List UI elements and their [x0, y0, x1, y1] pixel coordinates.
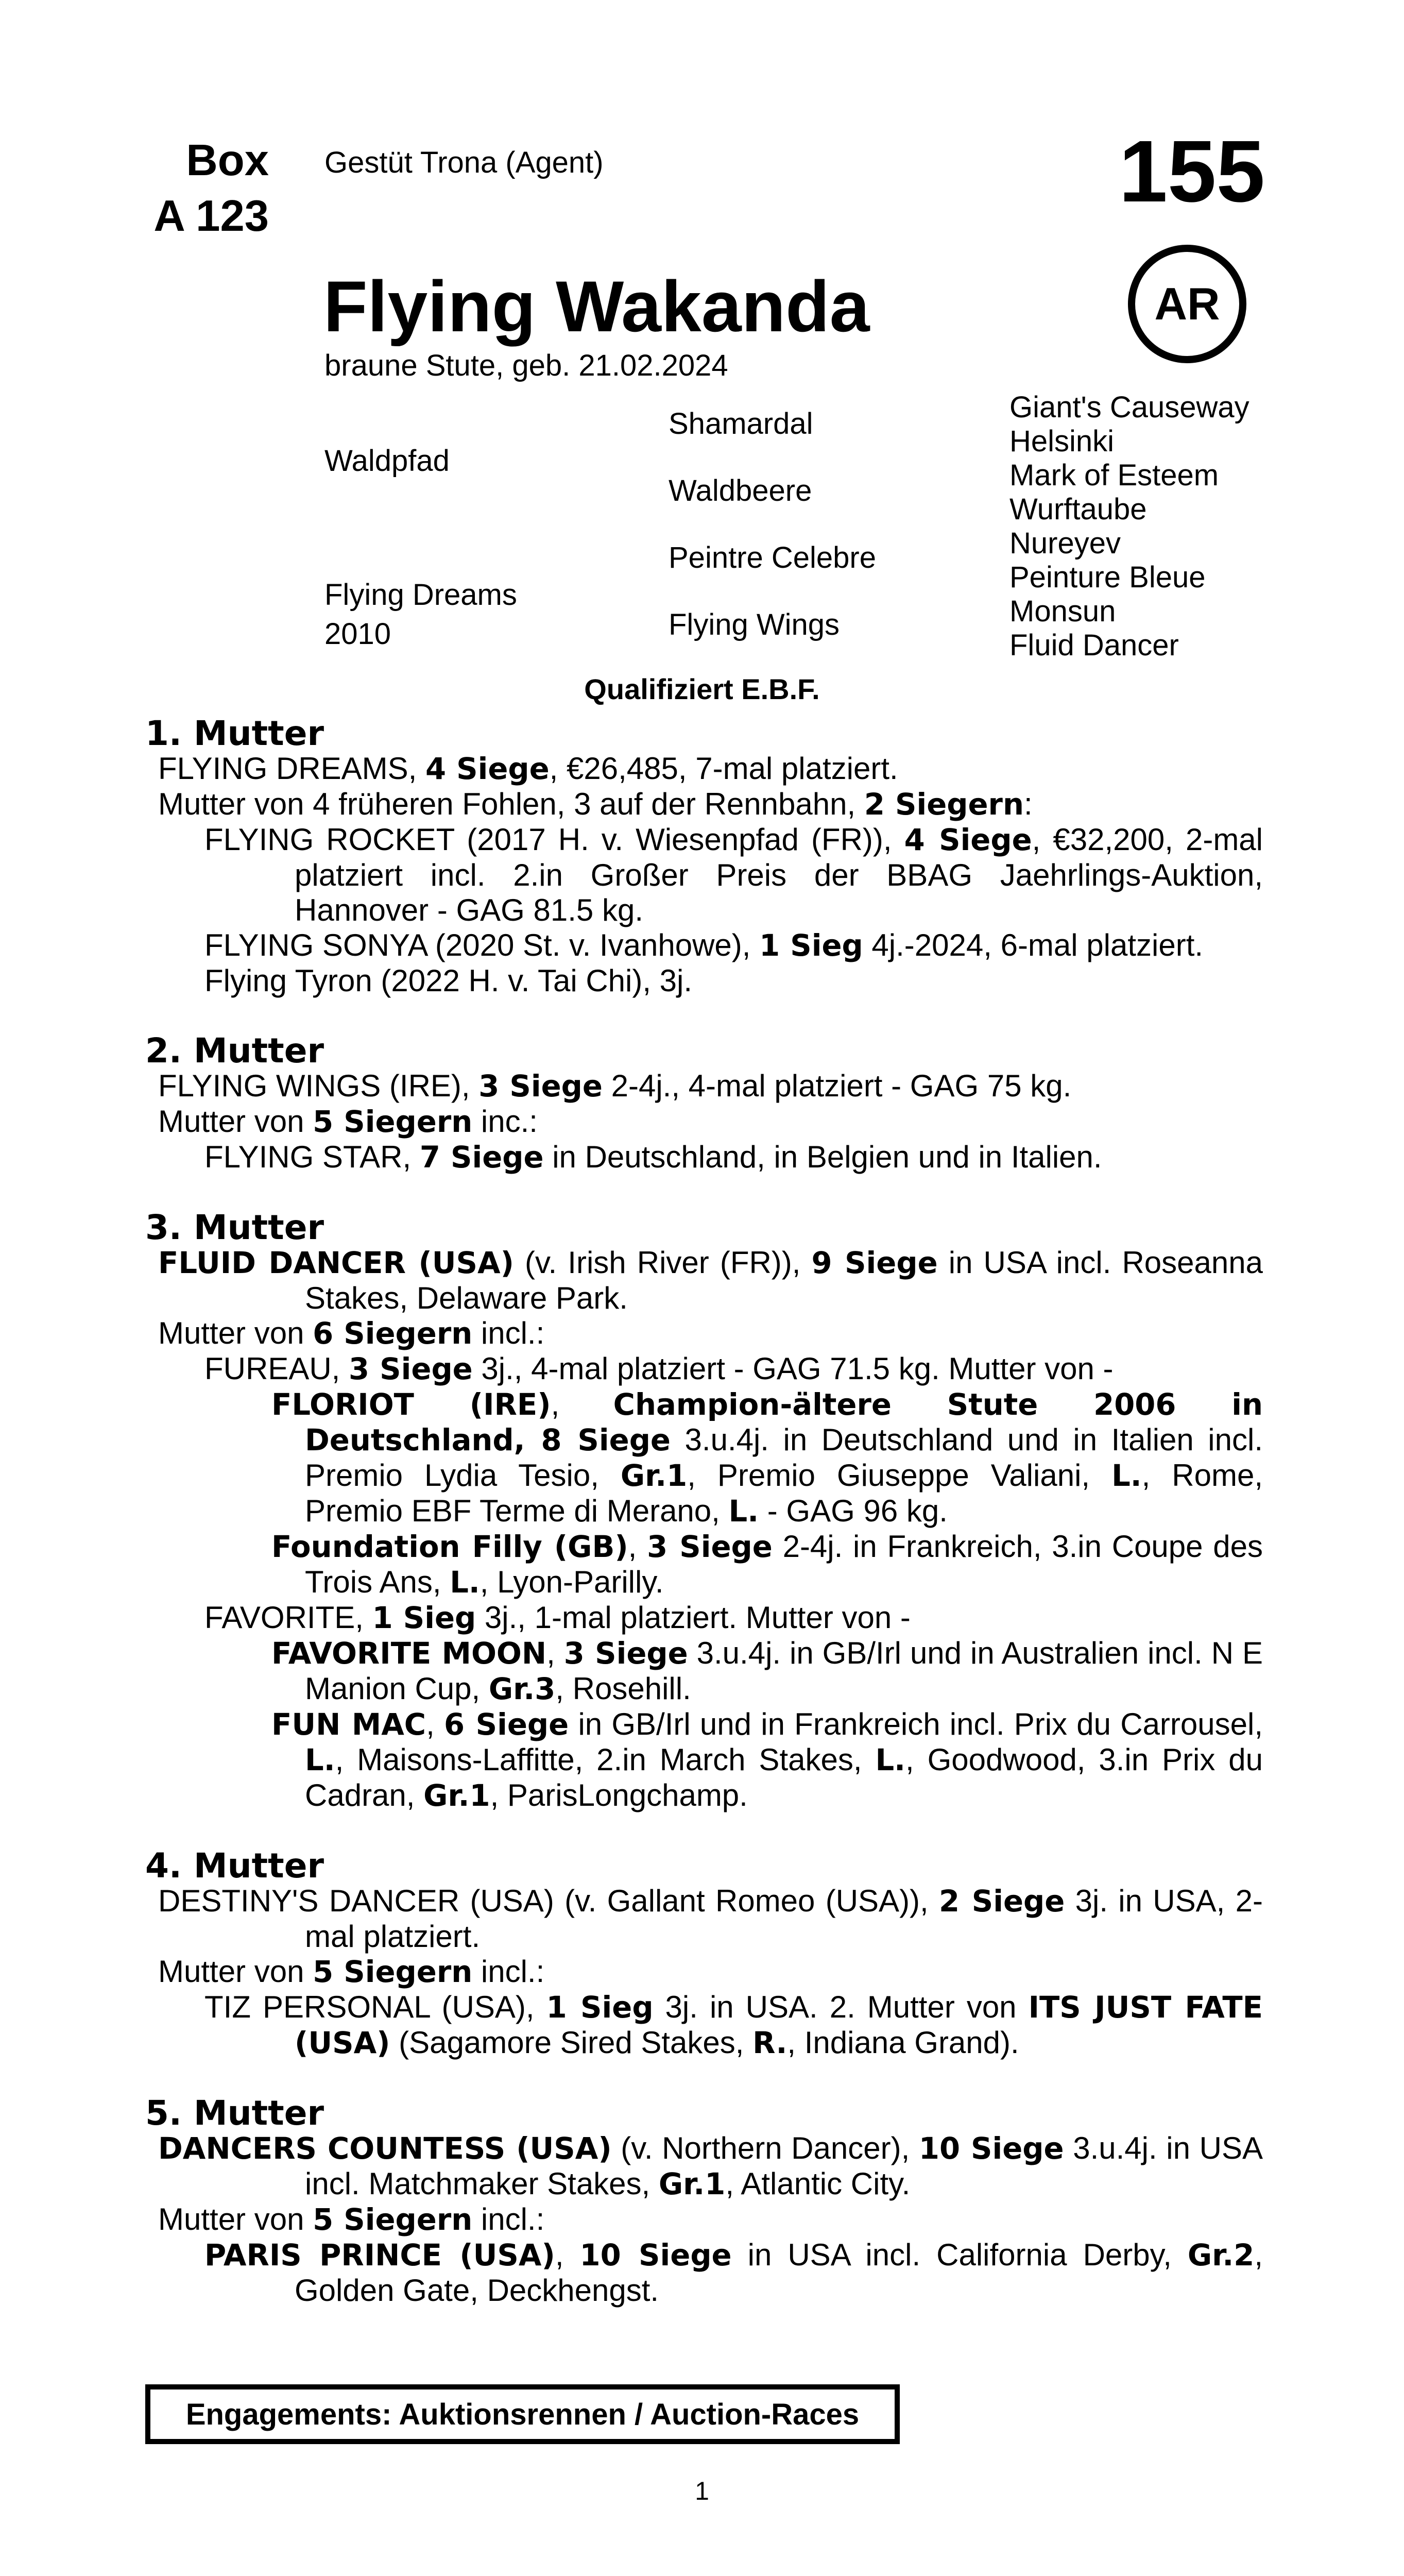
bold-text: FUN MAC — [271, 1707, 426, 1742]
bold-text: 9 Siege — [811, 1246, 938, 1280]
entry-text: Flying Tyron (2022 H. v. Tai Chi), 3j. — [204, 963, 693, 998]
entry-text: 3.u.4j. in USA incl. Matchmaker Stakes, — [305, 2131, 1263, 2201]
box-number: A 123 — [153, 192, 269, 241]
ar-badge-text: AR — [1154, 278, 1220, 329]
entry-text: , — [426, 1707, 444, 1741]
entry-text: , Maisons-Laffitte, 2.in March Stakes, — [335, 1742, 876, 1777]
entry-text: 2-4j. in Frankreich, 3.in Coupe des Trois Ans, — [305, 1529, 1263, 1599]
entry-text: in GB/Irl und in Frankreich incl. Prix du Carrousel, — [569, 1707, 1263, 1741]
bold-text: 3 Siege — [563, 1636, 688, 1671]
bold-text: 3 Siege — [478, 1069, 603, 1104]
family-entry — [158, 1954, 1263, 1990]
section-spacer — [145, 2061, 1263, 2096]
bold-text: 5 Siegern — [313, 1105, 473, 1139]
entry-text: FUREAU, — [204, 1351, 349, 1386]
bold-text: FLUID DANCER (USA) — [158, 1246, 514, 1280]
entry-text: , — [555, 2238, 580, 2272]
pedigree-grandparent: Shamardal — [669, 407, 813, 440]
pedigree-dam: Flying Dreams — [324, 578, 517, 612]
entry-text: 3j. in USA. 2. Mutter von — [653, 1990, 1029, 2024]
family-entry — [158, 1104, 1263, 1140]
entry-text: , Rome, Premio EBF Terme di Merano, — [305, 1458, 1263, 1528]
bold-text: Foundation Filly (GB) — [271, 1530, 628, 1564]
family-entry — [158, 1245, 1263, 1316]
entry-text: in USA incl. Roseanna Stakes, Delaware Park. — [305, 1245, 1263, 1315]
pedigree-great-grandparent: Fluid Dancer — [1009, 629, 1179, 662]
entry-text: 4j.-2024, 6-mal platziert. — [863, 928, 1204, 962]
consignor: Gestüt Trona (Agent) — [324, 146, 604, 179]
pedigree-great-grandparent: Mark of Esteem — [1009, 459, 1219, 492]
entry-text: FLYING STAR, — [204, 1140, 420, 1174]
entry-text: , Goodwood, 3.in Prix du Cadran, — [305, 1742, 1263, 1812]
family-entry — [158, 787, 1263, 822]
pedigree-grandparent: Waldbeere — [669, 474, 812, 507]
entry-text: (Sagamore Sired Stakes, — [390, 2025, 753, 2060]
entry-text: in USA incl. California Derby, — [731, 2238, 1188, 2272]
bold-text: L. — [305, 1743, 335, 1777]
pedigree-great-grandparent: Monsun — [1009, 595, 1116, 628]
family-entry — [158, 2202, 1263, 2238]
pedigree-grandparent: Peintre Celebre — [669, 541, 876, 574]
engagements-box — [145, 2384, 900, 2444]
bold-text: 4 Siege — [425, 752, 550, 786]
family-entry — [204, 1990, 1263, 2061]
bold-text: Gr.1 — [620, 1459, 688, 1493]
entry-text: FLYING ROCKET (2017 H. v. Wiesenpfad (FR)), — [204, 822, 904, 857]
section-heading: 2. Mutter — [145, 1031, 324, 1071]
entry-text: FAVORITE, — [204, 1600, 372, 1635]
entry-text: , Lyon-Parilly. — [480, 1565, 664, 1599]
entry-text: incl.: — [472, 1316, 545, 1350]
family-entry — [271, 1387, 1263, 1529]
box-label: Box — [186, 136, 269, 185]
entry-text: : — [1023, 787, 1033, 821]
section-spacer — [145, 1175, 1263, 1210]
entry-text: DESTINY'S DANCER (USA) (v. Gallant Romeo (USA)), — [158, 1884, 939, 1918]
entry-text: TIZ PERSONAL (USA), — [204, 1990, 546, 2024]
bold-text: DANCERS COUNTESS (USA) — [158, 2131, 612, 2166]
page-number: 1 — [695, 2477, 709, 2505]
engagements-text: Engagements: Auktionsrennen / Auction-Races — [185, 2397, 860, 2431]
bold-text: 6 Siege — [443, 1707, 569, 1742]
entry-text: , Golden Gate, Deckhengst. — [295, 2238, 1263, 2308]
family-entry — [204, 1600, 1263, 1636]
entry-text: 3.u.4j. in Deutschland und in Italien incl. Premio Lydia Tesio, — [305, 1422, 1263, 1493]
bold-text: 10 Siege — [579, 2238, 732, 2273]
entry-text: (v. Northern Dancer), — [611, 2131, 919, 2165]
family-entry — [204, 2238, 1263, 2308]
entry-text: incl.: — [472, 1954, 545, 1989]
dam-family-section — [145, 716, 1263, 2308]
qualification: Qualifiziert E.B.F. — [584, 673, 820, 705]
bold-text: Gr.3 — [488, 1672, 556, 1706]
bold-text: PARIS PRINCE (USA) — [204, 2238, 555, 2273]
bold-text: Gr.2 — [1187, 2238, 1255, 2273]
entry-text: FLYING WINGS (IRE), — [158, 1069, 479, 1103]
entry-text: , Premio Giuseppe Valiani, — [687, 1458, 1112, 1493]
section-heading: 1. Mutter — [145, 714, 324, 753]
bold-text: L. — [1111, 1459, 1142, 1493]
pedigree-great-grandparent: Peinture Bleue — [1009, 561, 1206, 594]
bold-text: FAVORITE MOON — [271, 1636, 547, 1671]
family-entry — [158, 1884, 1263, 1954]
entry-text: , Atlantic City. — [725, 2166, 911, 2201]
entry-text: 3j., 4-mal platziert - GAG 71.5 kg. Mutter von - — [472, 1351, 1114, 1386]
family-entry — [158, 1316, 1263, 1351]
bold-text: L. — [728, 1494, 759, 1529]
bold-text: ITS JUST FATE (USA) — [295, 1990, 1263, 2060]
lot-number: 155 — [1119, 123, 1265, 221]
ar-badge-icon — [1128, 245, 1246, 363]
entry-text: 2-4j., 4-mal platziert - GAG 75 kg. — [602, 1069, 1072, 1103]
entry-text: FLYING SONYA (2020 St. v. Ivanhowe), — [204, 928, 760, 962]
bold-text: 2 Siege — [939, 1884, 1065, 1919]
family-entry — [158, 1069, 1263, 1104]
horse-description: braune Stute, geb. 21.02.2024 — [324, 349, 728, 382]
entry-text: , — [546, 1636, 564, 1670]
pedigree-great-grandparent: Wurftaube — [1009, 493, 1147, 526]
bold-text: 7 Siege — [419, 1140, 544, 1175]
family-entry — [204, 928, 1263, 963]
pedigree-sire: Waldpfad — [324, 444, 450, 478]
horse-name: Flying Wakanda — [323, 266, 870, 347]
bold-text: 3 Siege — [349, 1352, 473, 1386]
family-entry — [158, 751, 1263, 787]
entry-text: , €26,485, 7-mal platziert. — [549, 751, 898, 786]
entry-text: Mutter von — [158, 1316, 313, 1350]
bold-text: 1 Sieg — [759, 928, 863, 963]
entry-text: - GAG 96 kg. — [759, 1494, 948, 1528]
bold-text: 2 Siegern — [864, 787, 1024, 822]
entry-text: (v. Irish River (FR)), — [513, 1245, 812, 1280]
family-entry — [271, 1636, 1263, 1707]
bold-text: L. — [450, 1565, 480, 1600]
section-spacer — [145, 1814, 1263, 1849]
entry-text: 3j., 1-mal platziert. Mutter von - — [476, 1600, 911, 1635]
pedigree-great-grandparent: Nureyev — [1009, 527, 1121, 560]
bold-text: 3 Siege — [647, 1530, 773, 1564]
entry-text: incl.: — [472, 2202, 545, 2236]
pedigree-great-grandparent: Giant's Causeway — [1009, 391, 1249, 424]
section-heading: 4. Mutter — [145, 1846, 324, 1886]
family-entry — [204, 1351, 1263, 1387]
bold-text: L. — [875, 1743, 906, 1777]
bold-text: Champion-ältere Stute 2006 in Deutschland, 8 Siege — [305, 1387, 1263, 1458]
entry-text: FLYING DREAMS, — [158, 751, 425, 786]
entry-text: Mutter von — [158, 1954, 313, 1989]
entry-text: , Indiana Grand). — [787, 2025, 1019, 2060]
pedigree-grandparent: Flying Wings — [669, 608, 840, 641]
entry-text: inc.: — [472, 1104, 538, 1139]
entry-text: , Rosehill. — [555, 1671, 691, 1706]
bold-text: 5 Siegern — [313, 1955, 473, 1989]
bold-text: 1 Sieg — [546, 1990, 654, 2025]
bold-text: 6 Siegern — [313, 1316, 473, 1351]
entry-text: Mutter von 4 früheren Fohlen, 3 auf der Rennbahn, — [158, 787, 864, 821]
entry-text: , €32,200, 2-mal platziert incl. 2.in Großer Preis der BBAG Jaehrlings-Auktion, Hannover - GAG 81.5 kg. — [295, 822, 1263, 927]
bold-text: R. — [752, 2026, 787, 2060]
bold-text: 10 Siege — [918, 2131, 1064, 2166]
bold-text: Gr.1 — [658, 2167, 726, 2201]
entry-text: 3j. in USA, 2-mal platziert. — [305, 1884, 1263, 1954]
entry-text: , — [551, 1387, 613, 1421]
pedigree-dam-year: 2010 — [324, 617, 391, 651]
entry-text: , — [628, 1529, 647, 1564]
bold-text: 1 Sieg — [372, 1601, 476, 1635]
family-entry — [204, 822, 1263, 928]
bold-text: FLORIOT (IRE) — [271, 1387, 551, 1422]
entry-text: , ParisLongchamp. — [490, 1778, 748, 1812]
bold-text: Gr.1 — [423, 1778, 490, 1813]
entry-text: Mutter von — [158, 2202, 313, 2236]
family-entry — [271, 1529, 1263, 1600]
bold-text: 4 Siege — [904, 823, 1032, 857]
section-heading: 3. Mutter — [145, 1208, 324, 1247]
entry-text: 3.u.4j. in GB/Irl und in Australien incl. N E Manion Cup, — [305, 1636, 1263, 1706]
bold-text: 5 Siegern — [313, 2202, 473, 2237]
family-entry — [158, 2131, 1263, 2202]
entry-text: in Deutschland, in Belgien und in Italien. — [543, 1140, 1102, 1174]
family-entry — [271, 1707, 1263, 1814]
entry-text: Mutter von — [158, 1104, 313, 1139]
family-entry — [204, 963, 1263, 998]
section-spacer — [145, 998, 1263, 1033]
pedigree-great-grandparent: Helsinki — [1009, 425, 1115, 458]
family-entry — [204, 1140, 1263, 1175]
section-heading: 5. Mutter — [145, 2093, 324, 2133]
